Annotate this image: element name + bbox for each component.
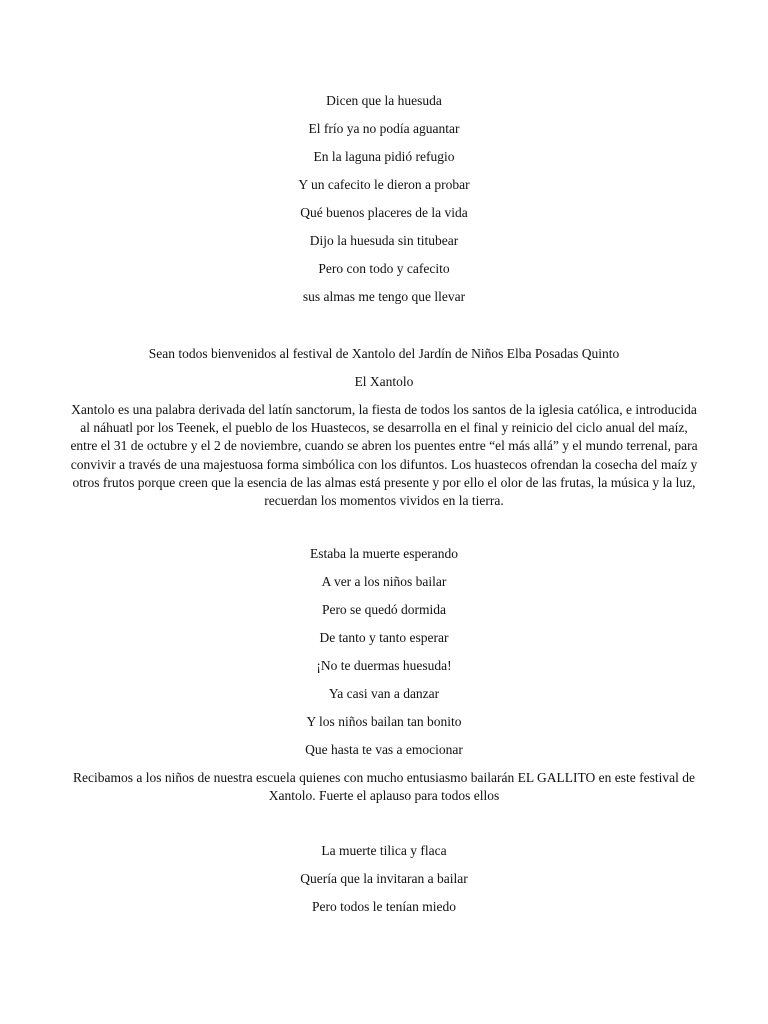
poem2-line-8: Que hasta te vas a emocionar [305, 742, 463, 757]
poem2-line-2: A ver a los niños bailar [321, 574, 447, 589]
description-paragraph: Xantolo es una palabra derivada del latín sanctorum, la fiesta de todos los santos de la iglesia católica, e introducida al náhuatl por los Teenek, el pueblo de los Huastecos, se desarrolla en el final y reinicio del ciclo anual del maíz, entre el 31 de octubre y el 2 de noviembre, cuando se abren los puentes entre “el más allá” y el mundo terrenal, para convivir a través de una majestuosa forma simbólica con los difuntos. Los huastecos ofrendan la cosecha del maíz y otros frutos porque creen que la esencia de las almas está presente y por ello el olor de las frutas, la música y la luz, recuerdan los momentos vividos en la tierra. [70, 402, 698, 509]
announcement-paragraph: Recibamos a los niños de nuestra escuela quienes con mucho entusiasmo bailarán EL GALLITO en este festival de Xantolo. Fuerte el aplauso para todos ellos [73, 770, 695, 804]
poem2-line-1: Estaba la muerte esperando [309, 546, 459, 561]
poem2-line-3: Pero se quedó dormida [321, 602, 447, 617]
poem2-line-6: Ya casi van a danzar [328, 686, 440, 701]
welcome-text: Sean todos bienvenidos al festival de Xantolo del Jardín de Niños Elba Posadas Quinto [148, 346, 620, 361]
poem1-line-3: En la laguna pidió refugio [313, 149, 455, 164]
section-title: El Xantolo [354, 374, 414, 389]
poem3-line-1: La muerte tilica y flaca [321, 843, 447, 858]
poem1-line-5: Qué buenos placeres de la vida [300, 205, 468, 220]
poem1-line-8: sus almas me tengo que llevar [302, 289, 466, 304]
poem1-line-1: Dicen que la huesuda [326, 93, 442, 108]
poem1-line-2: El frío ya no podía aguantar [308, 121, 460, 136]
poem3-line-2: Quería que la invitaran a bailar [300, 871, 468, 886]
poem3-line-3: Pero todos le tenían miedo [312, 899, 456, 914]
poem2-line-4: De tanto y tanto esperar [319, 630, 449, 645]
poem1-line-7: Pero con todo y cafecito [318, 261, 450, 276]
poem2-line-5: ¡No te duermas huesuda! [316, 658, 452, 673]
poem1-line-6: Dijo la huesuda sin titubear [309, 233, 459, 248]
poem1-line-4: Y un cafecito le dieron a probar [298, 177, 470, 192]
poem2-line-7: Y los niños bailan tan bonito [306, 714, 462, 729]
